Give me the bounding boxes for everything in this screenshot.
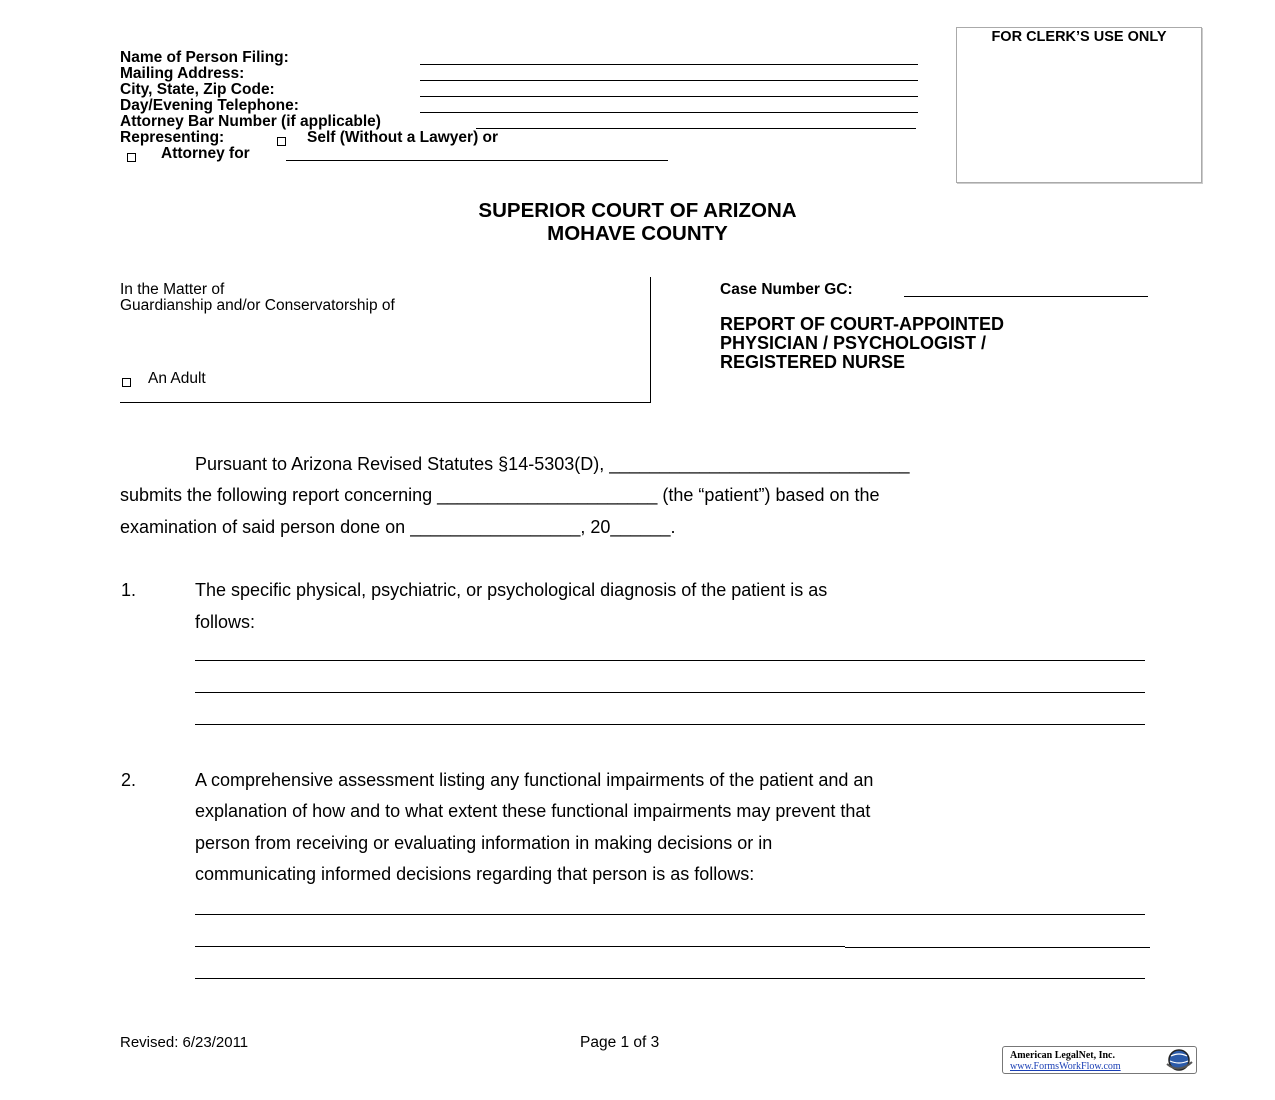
field-attorney-bar[interactable] xyxy=(476,128,916,129)
item-2-answer-line-extension[interactable] xyxy=(845,947,1150,948)
item-1-answer-line[interactable] xyxy=(195,724,1145,725)
item-2-line2: explanation of how and to what extent these functional impairments may prevent that xyxy=(195,801,871,821)
caption-bottom-rule xyxy=(120,402,651,403)
label-representing: Representing: xyxy=(120,129,225,146)
field-attorney-for[interactable] xyxy=(286,160,668,161)
clerk-use-box xyxy=(956,27,1202,183)
page-number: Page 1 of 3 xyxy=(580,1034,660,1051)
item-2-line1: A comprehensive assessment listing any functional impairments of the patient and an xyxy=(195,770,874,790)
field-mailing-address[interactable] xyxy=(420,80,918,81)
revised-date: Revised: 6/23/2011 xyxy=(120,1034,249,1051)
intro-line3: examination of said person done on _________________, 20______. xyxy=(120,517,676,537)
item-2-line3: person from receiving or evaluating information in making decisions or in xyxy=(195,833,773,853)
clerk-use-label: FOR CLERK’S USE ONLY xyxy=(991,29,1167,45)
label-self-option: Self (Without a Lawyer) or xyxy=(307,129,499,146)
item-2-answer-line[interactable] xyxy=(195,978,1145,979)
label-city-state-zip: City, State, Zip Code: xyxy=(120,81,275,98)
intro-line1: Pursuant to Arizona Revised Statutes §14-5303(D), ______________________________ xyxy=(195,454,910,474)
intro-line2: submits the following report concerning ______________________ (the “patient”) based on the xyxy=(120,485,880,505)
report-title-line3: REGISTERED NURSE xyxy=(720,352,906,372)
item-1-line2: follows: xyxy=(195,612,256,632)
caption-divider xyxy=(650,277,651,403)
logo-url[interactable]: www.FormsWorkFlow.com xyxy=(1010,1061,1121,1072)
item-2-line4: communicating informed decisions regarding that person is as follows: xyxy=(195,864,755,884)
item-1-answer-line[interactable] xyxy=(195,692,1145,693)
field-city-state-zip[interactable] xyxy=(420,96,918,97)
item-1-answer-line[interactable] xyxy=(195,660,1145,661)
item-1-line1: The specific physical, psychiatric, or psychological diagnosis of the patient is as xyxy=(195,580,828,600)
label-mailing-address: Mailing Address: xyxy=(120,65,245,82)
checkbox-self[interactable] xyxy=(277,133,286,151)
matter-line2: Guardianship and/or Conservatorship of xyxy=(120,297,395,314)
matter-line1: In the Matter of xyxy=(120,281,225,298)
checkbox-attorney[interactable] xyxy=(127,149,136,167)
label-attorney-bar: Attorney Bar Number (if applicable) xyxy=(120,113,381,130)
court-name: SUPERIOR COURT OF ARIZONA xyxy=(478,199,797,222)
label-attorney-option: Attorney for xyxy=(161,145,250,162)
globe-icon xyxy=(1163,1048,1195,1072)
field-name-of-person-filing[interactable] xyxy=(420,64,918,65)
case-number-label: Case Number GC: xyxy=(720,281,853,298)
report-title-line1: REPORT OF COURT-APPOINTED xyxy=(720,314,1005,334)
item-2-answer-line[interactable] xyxy=(195,914,1145,915)
item-1-number: 1. xyxy=(121,580,137,600)
item-2-number: 2. xyxy=(121,770,137,790)
label-name-of-person-filing: Name of Person Filing: xyxy=(120,49,289,66)
checkbox-adult[interactable] xyxy=(122,374,131,392)
adult-option-label: An Adult xyxy=(148,370,206,387)
field-telephone[interactable] xyxy=(420,112,918,113)
case-number-field[interactable] xyxy=(904,296,1148,297)
report-title-line2: PHYSICIAN / PSYCHOLOGIST / xyxy=(720,333,987,353)
label-telephone: Day/Evening Telephone: xyxy=(120,97,299,114)
county-name: MOHAVE COUNTY xyxy=(547,222,728,245)
item-2-answer-line[interactable] xyxy=(195,946,845,947)
logo-company-name: American LegalNet, Inc. xyxy=(1010,1050,1115,1061)
legalnet-logo[interactable] xyxy=(1002,1046,1197,1074)
